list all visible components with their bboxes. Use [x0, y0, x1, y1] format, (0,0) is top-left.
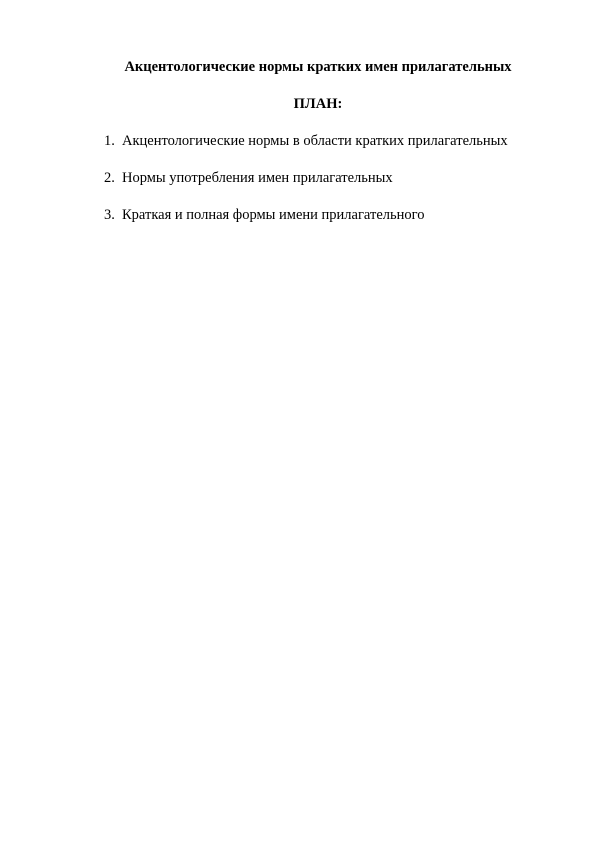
plan-item-2	[104, 168, 508, 188]
plan-heading: ПЛАН:	[293, 96, 343, 112]
plan-list	[104, 131, 508, 242]
plan-item-number: 3.	[104, 207, 115, 223]
plan-item-text: Нормы употребления имен прилагательных	[122, 170, 393, 186]
plan-item-number: 2.	[104, 170, 115, 186]
plan-item-number: 1.	[104, 133, 115, 149]
plan-item-1	[104, 131, 508, 151]
document-title: Акцентологические нормы кратких имен прилагательных	[124, 59, 512, 75]
plan-item-text: Акцентологические нормы в области кратких прилагательных	[122, 133, 508, 149]
plan-item-3	[104, 205, 508, 225]
plan-item-text: Краткая и полная формы имени прилагательного	[122, 207, 425, 223]
